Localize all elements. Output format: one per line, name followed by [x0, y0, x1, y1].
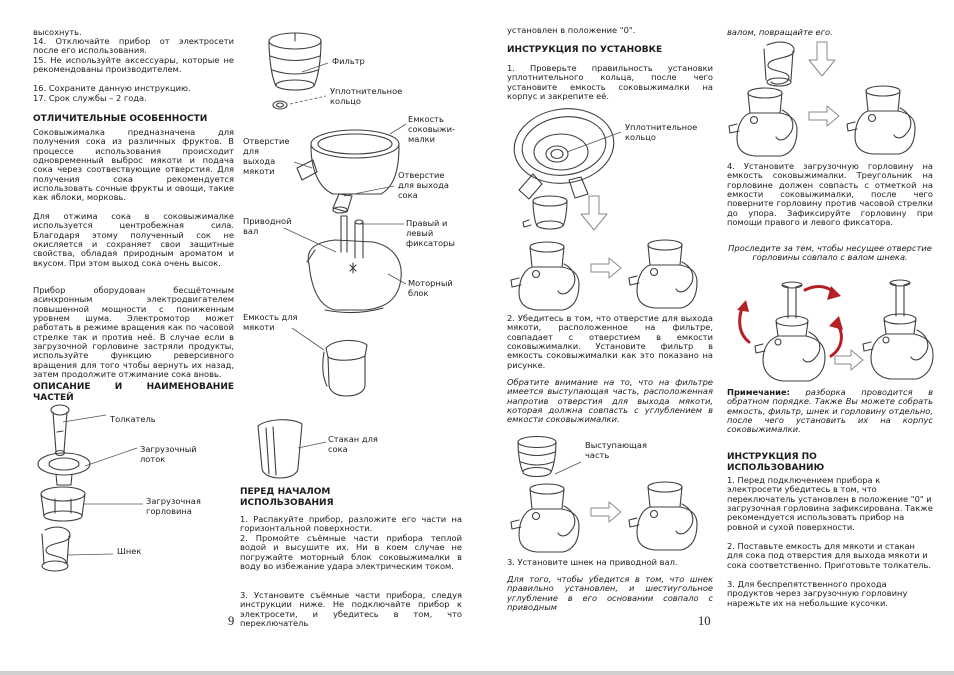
chute-drawing [41, 487, 85, 521]
down-arrow-icon [809, 42, 835, 76]
down-arrow-icon [581, 196, 607, 230]
tray-drawing [38, 453, 90, 485]
lock-rotation-diagram [731, 276, 931, 386]
use-heading: ИНСТРУКЦИЯ ПО ИСПОЛЬЗОВАНИЮ [727, 452, 825, 473]
bowl-small-drawing [523, 196, 567, 229]
auger-drawing [42, 527, 70, 571]
intro-item-15: 15. Не используйте аксессуары, которые не рекомендованы производителем. [33, 55, 234, 75]
juicer-right-drawing [629, 482, 697, 550]
right-arrow-icon [591, 258, 621, 278]
juicer-tower-left-drawing [737, 282, 843, 381]
setup-step-4-note: Проследите за тем, чтобы несущее отверстие горловины совпало с валом шнека. [728, 243, 932, 263]
before-use-item-2: 2. Промойте съёмные части прибора теплой водой и высушите их. Ни в коем случае не погружайте моторный блок соковыжималки в воду во избежание удара электрическим током. [240, 533, 462, 572]
right-arrow-icon [809, 106, 839, 126]
use-item-2: 2. Поставьте емкость для мякоти и стакан для сока под отверстия для выхода мякоти и сока соответственно. Приготовьте толкатель. [727, 541, 932, 570]
page10-column1 [507, 26, 713, 646]
leader-pulp-outlet [294, 162, 312, 168]
label-pulp-container: Емкость для мякоти [243, 312, 298, 332]
page9-column1 [33, 28, 234, 628]
bowl-drawing [297, 130, 399, 213]
note-text: разборка проводится в обратном порядке. Также Вы можете собрать емкость, фильтр, шнек и горловину отдельно, после чего установить их на корпус соковыжималки. [727, 387, 933, 435]
disassembly-note [727, 388, 933, 435]
before-use-item-1: 1. Распакуйте прибор, разложите его части на горизонтальной поверхности. [240, 514, 462, 534]
assembly-step3-diagram [727, 40, 927, 158]
page-number-right: 10 [698, 614, 711, 628]
label-juice-cup: Стакан для сока [328, 434, 378, 454]
label-tray: Загрузочный лоток [140, 444, 197, 464]
setup-step-2-note: Обратите внимание на то, что на фильтре имеется выступающая часть, расположенная напротив отверстия для выхода мякоти, которая должна совпасть с углублением в емкости соковыжималки. [507, 377, 713, 425]
pulp-container-drawing [323, 340, 367, 396]
label-bowl: Емкость соковыжи-малки [408, 114, 456, 144]
note-label: Примечание: [727, 387, 790, 397]
use-item-3: 3. Для беспрепятственного прохода продуктов через загрузочную горловину нарежьте их на небольшие кусочки. [727, 579, 908, 608]
page-number-left: 9 [228, 614, 235, 628]
page9-column2 [240, 30, 462, 645]
leader-bowl [390, 124, 406, 134]
intro-line: высохнуть. [33, 27, 82, 37]
label-pusher: Толкатель [110, 414, 156, 424]
intro-item-14: 14. Отключайте прибор от электросети после его использования. [33, 36, 234, 56]
juicer-left-drawing [511, 484, 579, 552]
setup-step-3: 3. Установите шнек на приводной вал. [507, 557, 678, 567]
right-arrow-icon [835, 350, 863, 370]
setup-step-2: 2. Убедитесь в том, что отверстие для выхода мякоти, расположенное на фильтре, совпадает с отверстием в емкости соковыжималки. Установите фильтр в емкость соковыжималки как это показано на рисунке. [507, 313, 713, 370]
page10-column2 [727, 20, 933, 660]
before-use-heading: ПЕРЕД НАЧАЛОМ ИСПОЛЬЗОВАНИЯ [240, 487, 334, 508]
leader-auger [67, 554, 113, 555]
label-drive-shaft: Приводной вал [243, 216, 292, 236]
label-protrusion: Выступающая часть [585, 440, 647, 460]
setup-heading: ИНСТРУКЦИЯ ПО УСТАНОВКЕ [507, 45, 663, 55]
juicer-right-drawing [847, 86, 915, 154]
label-pulp-outlet: Отверстие для выхода мякоти [243, 136, 290, 176]
leader-tray [85, 448, 137, 466]
setup-step-1: 1. Проверьте правильность установки уплотнительного кольца, после чего установите емкость соковыжималки на корпус и закрепите её. [507, 63, 713, 102]
right-arrow-icon [591, 502, 621, 522]
setup-step-4: 4. Установите загрузочную горловину на емкость соковыжималки. Треугольник на горловине должен совпасть с отметкой на емкости соковыжималки, после чего поверните горловину против часовой стрелки до упора. Зафиксируйте горловину при помощи правого и левого фиксатора. [727, 161, 933, 228]
features-heading: ОТЛИЧИТЕЛЬНЫЕ ОСОБЕННОСТИ [33, 114, 208, 124]
label-seal-ring: Уплотнительное кольцо [330, 86, 403, 106]
leader-seal-ring [290, 96, 326, 104]
leader-motor [388, 274, 406, 284]
continuation-italic-line: валом, повращайте его. [727, 27, 833, 37]
filter-drawing [269, 33, 321, 90]
intro-item-17: 17. Срок службы – 2 года. [33, 93, 147, 103]
intro-item-16: 16. Сохраните данную инструкцию. [33, 83, 191, 93]
scan-edge-strip [0, 671, 954, 675]
before-use-item-3: 3. Установите съёмные части прибора, следуя инструкции ниже. Не подключайте прибор к электросети, и убедитесь в том, что переключатель [240, 590, 462, 629]
assembly-step2-diagram [507, 470, 707, 556]
label-chute: Загрузочная горловина [146, 496, 201, 516]
label-filter: Фильтр [332, 56, 365, 66]
parts-heading: ОПИСАНИЕ И НАИМЕНОВАНИЕ ЧАСТЕЙ [33, 382, 234, 403]
label-juice-outlet: Отверстие для выхода сока [398, 170, 449, 200]
label-auger: Шнек [117, 546, 142, 556]
juicer-left-drawing [511, 242, 579, 310]
use-item-1: 1. Перед подключением прибора к электросети убедитесь в том, что переключатель установлен в положение "0" и загрузочная горловина зафиксирована. Также рекомендуется использовать прибор на ровной и сухой поверхности. [727, 475, 933, 532]
juice-cup-drawing [258, 420, 302, 478]
setup-step-3-note: Для того, чтобы убедится в том, что шнек правильно установлен, и шестиугольное углубление в его основании совпало с приводным [507, 574, 713, 613]
juicer-left-drawing [729, 88, 797, 156]
continuation-line: установлен в положение "0". [507, 25, 636, 35]
motor-block-drawing [307, 216, 401, 313]
label-motor: Моторный блок [408, 278, 453, 298]
label-seal-ring-setup: Уплотнительное кольцо [625, 122, 698, 142]
seal-ring-drawing [273, 101, 287, 109]
bowl-top-view-drawing [509, 106, 623, 208]
juicer-tower-right-drawing [863, 280, 933, 379]
features-paragraph-1: Соковыжималка предназначена для получения сока из различных фруктов. В процессе использования происходит одновременный выброс мякоти и подача сока через соотвествующие отверстия. Для получения сока рекомендуется использовать сочные фрукты и овощи, такие как яблоки, морковь. [33, 127, 234, 203]
auger-small-drawing [764, 42, 794, 86]
label-fixators: Правый и левый фиксаторы [406, 218, 455, 248]
leader-juice-cup [298, 442, 326, 448]
features-paragraph-2: Для отжима сока в соковыжималке используется центробежная сила. Благодаря этому полученный сок не окисляется и сохраняет свои защитные свойства, обладая природным ароматом и вкусом. При этом выход сока очень высок. [33, 211, 234, 268]
leader-pusher [63, 415, 106, 422]
features-paragraph-3: Прибор оборудован бесщёточным асинхронным электродвигателем повышенной мощности с пониженным уровнем шума. Электромотор может работать в режиме вращения как по часовой стрелке так и против неё. В случае если в загрузочной горловине застряли продукты, используйте функцию реверсивного вращения для того чтобы вернуть их назад, затем продолжите отжимание сока вновь. [33, 285, 234, 380]
assembly-step1-diagram [507, 196, 707, 312]
juicer-right-drawing [629, 240, 697, 308]
pusher-drawing [51, 405, 69, 456]
